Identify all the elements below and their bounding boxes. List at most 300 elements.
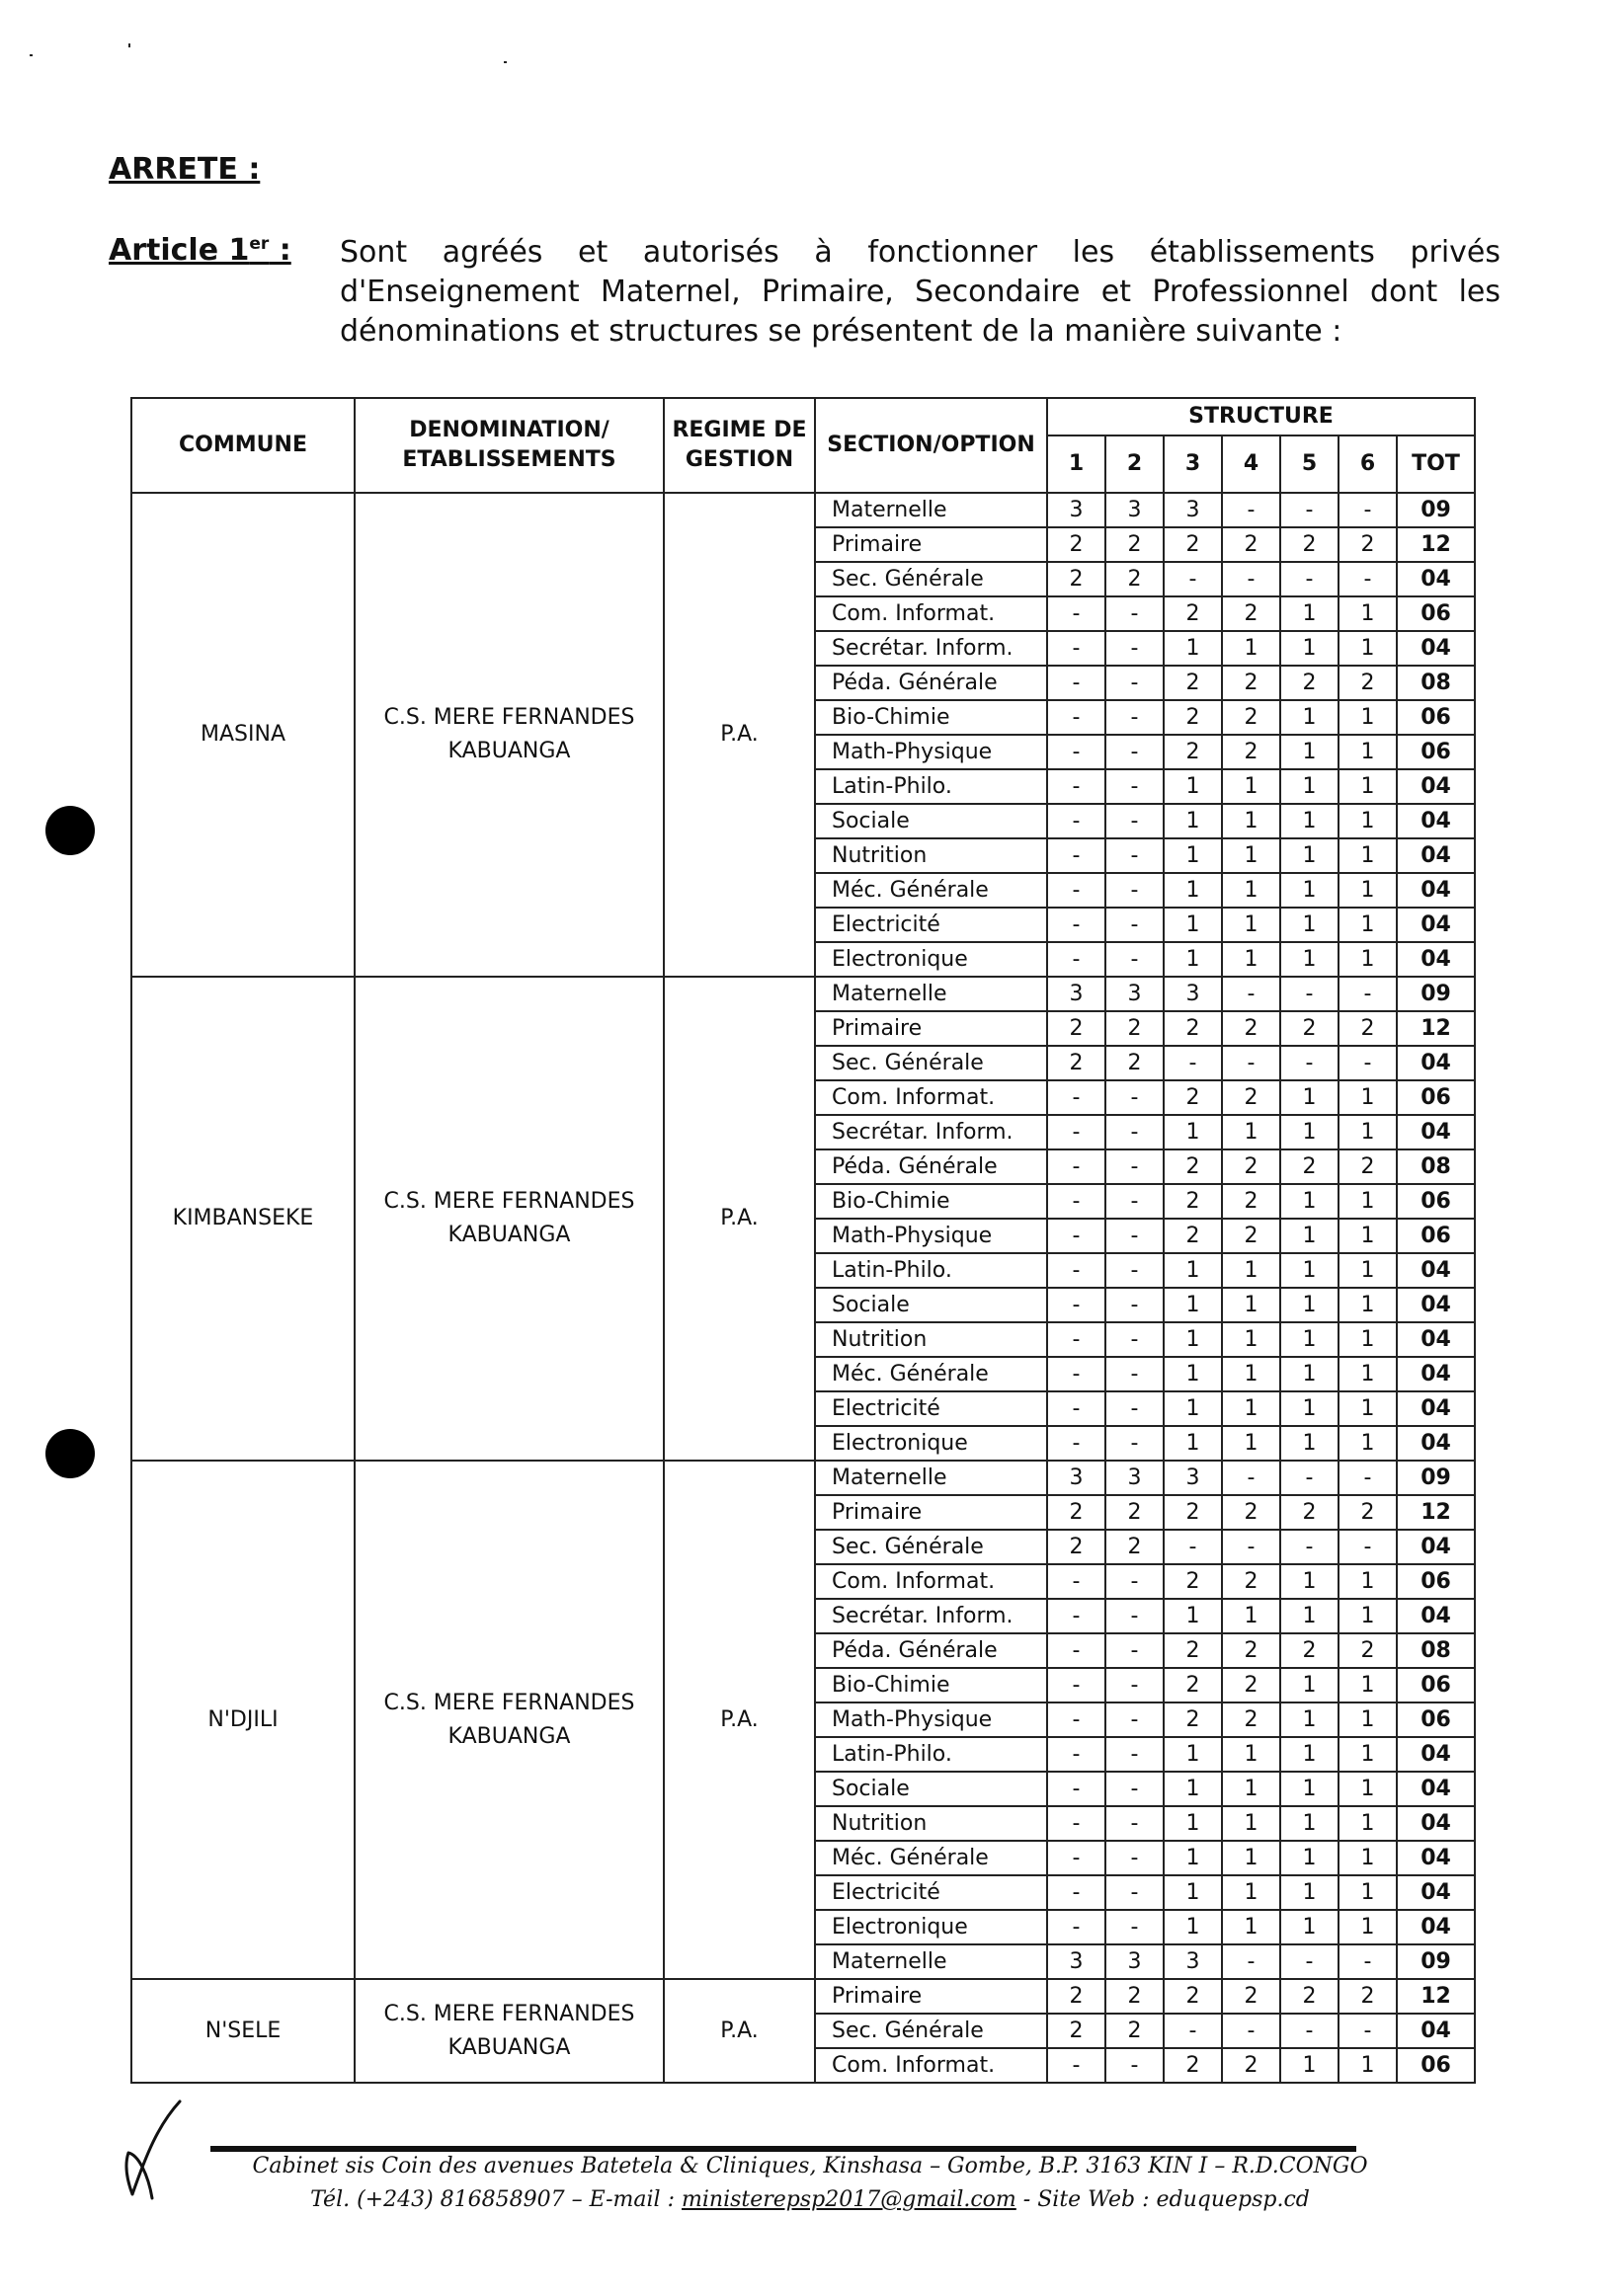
value-cell: 1 <box>1164 1772 1222 1806</box>
header-commune: COMMUNE <box>131 398 355 493</box>
value-cell: 2 <box>1222 527 1280 562</box>
option-cell: Maternelle <box>815 1944 1047 1979</box>
value-cell: 2 <box>1164 1219 1222 1253</box>
value-cell: 1 <box>1339 1426 1397 1461</box>
value-cell: - <box>1047 1219 1105 1253</box>
value-cell: 2 <box>1222 596 1280 631</box>
value-cell: 3 <box>1047 493 1105 527</box>
value-cell: 1 <box>1339 1702 1397 1737</box>
value-cell: 1 <box>1164 1910 1222 1944</box>
option-cell: Secrétar. Inform. <box>815 1599 1047 1633</box>
value-cell: 1 <box>1339 1772 1397 1806</box>
value-cell: 2 <box>1222 666 1280 700</box>
value-cell: - <box>1047 1875 1105 1910</box>
value-cell: 1 <box>1280 1806 1339 1841</box>
value-cell: 1 <box>1222 631 1280 666</box>
option-cell: Méc. Générale <box>815 1357 1047 1391</box>
value-cell: - <box>1047 666 1105 700</box>
total-cell: 12 <box>1397 1011 1475 1046</box>
value-cell: 1 <box>1339 700 1397 735</box>
total-cell: 06 <box>1397 1702 1475 1737</box>
value-cell: 1 <box>1164 1391 1222 1426</box>
value-cell: 1 <box>1222 1288 1280 1322</box>
value-cell: 1 <box>1280 804 1339 838</box>
total-cell: 04 <box>1397 1115 1475 1149</box>
total-cell: 09 <box>1397 493 1475 527</box>
total-cell: 12 <box>1397 1979 1475 2014</box>
value-cell: 2 <box>1105 1530 1164 1564</box>
value-cell: - <box>1164 2014 1222 2048</box>
total-cell: 04 <box>1397 1530 1475 1564</box>
total-cell: 04 <box>1397 942 1475 977</box>
value-cell: 2 <box>1280 1495 1339 1530</box>
value-cell: 2 <box>1164 1633 1222 1668</box>
value-cell: - <box>1047 1184 1105 1219</box>
value-cell: 2 <box>1105 1979 1164 2014</box>
value-cell: 1 <box>1222 1391 1280 1426</box>
value-cell: 2 <box>1047 562 1105 596</box>
value-cell: 2 <box>1222 1564 1280 1599</box>
value-cell: - <box>1105 1772 1164 1806</box>
value-cell: 2 <box>1222 1184 1280 1219</box>
footer-phone: Tél. (+243) 816858907 – E-mail : <box>310 2187 682 2212</box>
value-cell: 1 <box>1280 1219 1339 1253</box>
value-cell: 1 <box>1339 804 1397 838</box>
total-cell: 04 <box>1397 1357 1475 1391</box>
value-cell: - <box>1105 1633 1164 1668</box>
total-cell: 06 <box>1397 1184 1475 1219</box>
denomination-cell: C.S. MERE FERNANDES KABUANGA <box>355 1461 664 1979</box>
value-cell: 1 <box>1222 1737 1280 1772</box>
footer-rule <box>210 2146 1356 2152</box>
value-cell: - <box>1047 1737 1105 1772</box>
value-cell: 1 <box>1164 1841 1222 1875</box>
value-cell: - <box>1047 769 1105 804</box>
value-cell: 2 <box>1222 1080 1280 1115</box>
total-cell: 09 <box>1397 1461 1475 1495</box>
value-cell: - <box>1105 735 1164 769</box>
value-cell: 3 <box>1047 1944 1105 1979</box>
option-cell: Sec. Générale <box>815 1046 1047 1080</box>
option-cell: Electricité <box>815 908 1047 942</box>
value-cell: 2 <box>1164 1495 1222 1530</box>
value-cell: 1 <box>1339 1219 1397 1253</box>
option-cell: Péda. Générale <box>815 1149 1047 1184</box>
value-cell: - <box>1105 1841 1164 1875</box>
value-cell: 2 <box>1280 1149 1339 1184</box>
footer-contact <box>178 2187 1442 2212</box>
header-col: TOT <box>1397 435 1475 493</box>
denomination-cell: C.S. MERE FERNANDES KABUANGA <box>355 493 664 977</box>
footer-website: - Site Web : eduquepsp.cd <box>1015 2187 1310 2212</box>
option-cell: Com. Informat. <box>815 1080 1047 1115</box>
value-cell: - <box>1280 562 1339 596</box>
value-cell: - <box>1047 838 1105 873</box>
value-cell: - <box>1164 562 1222 596</box>
article-label-sup: er <box>249 234 270 254</box>
total-cell: 04 <box>1397 769 1475 804</box>
value-cell: 1 <box>1339 1253 1397 1288</box>
value-cell: 1 <box>1339 1288 1397 1322</box>
option-cell: Math-Physique <box>815 1702 1047 1737</box>
value-cell: 1 <box>1339 596 1397 631</box>
value-cell: - <box>1105 1668 1164 1702</box>
header-col: 1 <box>1047 435 1105 493</box>
header-structure: STRUCTURE <box>1047 398 1475 435</box>
value-cell: 1 <box>1164 804 1222 838</box>
option-cell: Sec. Générale <box>815 2014 1047 2048</box>
value-cell: - <box>1047 1841 1105 1875</box>
value-cell: 2 <box>1222 1495 1280 1530</box>
option-cell: Math-Physique <box>815 1219 1047 1253</box>
value-cell: - <box>1105 1253 1164 1288</box>
value-cell: 1 <box>1339 2048 1397 2083</box>
option-cell: Nutrition <box>815 838 1047 873</box>
value-cell: 3 <box>1164 493 1222 527</box>
value-cell: 1 <box>1222 1875 1280 1910</box>
value-cell: 1 <box>1222 1357 1280 1391</box>
total-cell: 06 <box>1397 1668 1475 1702</box>
value-cell: 2 <box>1164 1702 1222 1737</box>
value-cell: - <box>1105 1806 1164 1841</box>
value-cell: 2 <box>1280 1979 1339 2014</box>
option-cell: Primaire <box>815 1495 1047 1530</box>
value-cell: 1 <box>1164 631 1222 666</box>
value-cell: - <box>1047 735 1105 769</box>
punch-hole <box>45 806 95 855</box>
value-cell: - <box>1047 700 1105 735</box>
value-cell: 2 <box>1222 1149 1280 1184</box>
option-cell: Bio-Chimie <box>815 700 1047 735</box>
value-cell: - <box>1164 1046 1222 1080</box>
total-cell: 12 <box>1397 1495 1475 1530</box>
value-cell: 1 <box>1339 908 1397 942</box>
value-cell: 1 <box>1280 838 1339 873</box>
header-col: 2 <box>1105 435 1164 493</box>
value-cell: 1 <box>1164 769 1222 804</box>
total-cell: 09 <box>1397 1944 1475 1979</box>
value-cell: 2 <box>1164 1184 1222 1219</box>
structure-table <box>130 397 1476 2084</box>
total-cell: 04 <box>1397 1806 1475 1841</box>
denomination-cell: C.S. MERE FERNANDES KABUANGA <box>355 977 664 1461</box>
value-cell: - <box>1280 493 1339 527</box>
option-cell: Secrétar. Inform. <box>815 631 1047 666</box>
value-cell: 2 <box>1222 1702 1280 1737</box>
value-cell: 1 <box>1164 873 1222 908</box>
value-cell: 1 <box>1339 1806 1397 1841</box>
value-cell: - <box>1047 804 1105 838</box>
value-cell: - <box>1047 1633 1105 1668</box>
value-cell: - <box>1105 1219 1164 1253</box>
value-cell: 1 <box>1280 1702 1339 1737</box>
total-cell: 04 <box>1397 1046 1475 1080</box>
value-cell: 1 <box>1164 942 1222 977</box>
value-cell: 2 <box>1164 735 1222 769</box>
value-cell: 3 <box>1105 1944 1164 1979</box>
value-cell: 1 <box>1280 873 1339 908</box>
value-cell: 1 <box>1339 1184 1397 1219</box>
value-cell: - <box>1105 804 1164 838</box>
value-cell: 1 <box>1222 769 1280 804</box>
value-cell: - <box>1105 596 1164 631</box>
value-cell: 2 <box>1280 666 1339 700</box>
total-cell: 04 <box>1397 804 1475 838</box>
value-cell: 1 <box>1280 1253 1339 1288</box>
value-cell: 1 <box>1280 1080 1339 1115</box>
value-cell: - <box>1047 1806 1105 1841</box>
value-cell: 2 <box>1164 2048 1222 2083</box>
value-cell: 1 <box>1339 1391 1397 1426</box>
value-cell: - <box>1222 1461 1280 1495</box>
value-cell: 2 <box>1280 1633 1339 1668</box>
table-row <box>131 493 1475 527</box>
value-cell: - <box>1047 873 1105 908</box>
value-cell: - <box>1047 1702 1105 1737</box>
value-cell: - <box>1280 1530 1339 1564</box>
option-cell: Sociale <box>815 804 1047 838</box>
value-cell: - <box>1339 977 1397 1011</box>
value-cell: 1 <box>1339 1910 1397 1944</box>
option-cell: Math-Physique <box>815 735 1047 769</box>
value-cell: 2 <box>1339 527 1397 562</box>
value-cell: - <box>1105 1357 1164 1391</box>
option-cell: Péda. Générale <box>815 666 1047 700</box>
scan-speck <box>128 43 130 47</box>
option-cell: Com. Informat. <box>815 596 1047 631</box>
value-cell: 1 <box>1339 1357 1397 1391</box>
option-cell: Electronique <box>815 942 1047 977</box>
value-cell: 2 <box>1164 1668 1222 1702</box>
value-cell: 1 <box>1222 908 1280 942</box>
regime-cell: P.A. <box>664 977 815 1461</box>
value-cell: 2 <box>1222 1011 1280 1046</box>
value-cell: - <box>1105 769 1164 804</box>
option-cell: Maternelle <box>815 977 1047 1011</box>
total-cell: 04 <box>1397 562 1475 596</box>
value-cell: 1 <box>1280 631 1339 666</box>
value-cell: - <box>1105 1875 1164 1910</box>
value-cell: 2 <box>1164 527 1222 562</box>
value-cell: 2 <box>1164 1080 1222 1115</box>
value-cell: 1 <box>1164 1875 1222 1910</box>
value-cell: - <box>1105 1391 1164 1426</box>
value-cell: - <box>1105 1426 1164 1461</box>
value-cell: 1 <box>1280 1115 1339 1149</box>
value-cell: - <box>1339 562 1397 596</box>
value-cell: 1 <box>1164 1288 1222 1322</box>
value-cell: - <box>1339 2014 1397 2048</box>
value-cell: - <box>1047 1115 1105 1149</box>
value-cell: - <box>1222 977 1280 1011</box>
value-cell: - <box>1047 1322 1105 1357</box>
commune-cell: N'DJILI <box>131 1461 355 1979</box>
total-cell: 09 <box>1397 977 1475 1011</box>
value-cell: 1 <box>1339 942 1397 977</box>
value-cell: - <box>1222 1944 1280 1979</box>
value-cell: 1 <box>1164 1322 1222 1357</box>
value-cell: 2 <box>1164 1979 1222 2014</box>
value-cell: 1 <box>1280 769 1339 804</box>
value-cell: - <box>1105 1599 1164 1633</box>
value-cell: 2 <box>1164 1011 1222 1046</box>
option-cell: Nutrition <box>815 1322 1047 1357</box>
option-cell: Primaire <box>815 1011 1047 1046</box>
option-cell: Maternelle <box>815 493 1047 527</box>
total-cell: 04 <box>1397 2014 1475 2048</box>
total-cell: 04 <box>1397 1772 1475 1806</box>
value-cell: 1 <box>1222 1910 1280 1944</box>
value-cell: 2 <box>1047 1495 1105 1530</box>
value-cell: 1 <box>1280 1184 1339 1219</box>
value-cell: 1 <box>1339 1599 1397 1633</box>
value-cell: 2 <box>1339 1495 1397 1530</box>
value-cell: - <box>1222 1530 1280 1564</box>
total-cell: 06 <box>1397 1080 1475 1115</box>
option-cell: Electricité <box>815 1391 1047 1426</box>
total-cell: 04 <box>1397 908 1475 942</box>
value-cell: - <box>1047 942 1105 977</box>
total-cell: 04 <box>1397 873 1475 908</box>
scan-speck <box>504 61 507 63</box>
value-cell: - <box>1280 1461 1339 1495</box>
option-cell: Sociale <box>815 1288 1047 1322</box>
value-cell: 2 <box>1222 735 1280 769</box>
value-cell: 1 <box>1222 1772 1280 1806</box>
option-cell: Latin-Philo. <box>815 769 1047 804</box>
value-cell: 1 <box>1339 1875 1397 1910</box>
article-text: Sont agréés et autorisés à fonctionner les établissements privés d'Enseignement Maternel, Primaire, Secondaire et Professionnel dont les dénominations et structures se présentent de la manière suivante : <box>340 235 1501 349</box>
denomination-cell: C.S. MERE FERNANDES KABUANGA <box>355 1979 664 2083</box>
value-cell: - <box>1105 1080 1164 1115</box>
value-cell: 1 <box>1280 1668 1339 1702</box>
total-cell: 04 <box>1397 1288 1475 1322</box>
header-col: 4 <box>1222 435 1280 493</box>
article-label-text: Article 1 <box>109 233 250 268</box>
value-cell: 3 <box>1105 977 1164 1011</box>
value-cell: 1 <box>1280 942 1339 977</box>
value-cell: 2 <box>1222 700 1280 735</box>
value-cell: - <box>1047 1391 1105 1426</box>
total-cell: 04 <box>1397 1599 1475 1633</box>
value-cell: 1 <box>1339 1564 1397 1599</box>
option-cell: Electronique <box>815 1426 1047 1461</box>
value-cell: 1 <box>1339 1737 1397 1772</box>
total-cell: 08 <box>1397 1149 1475 1184</box>
option-cell: Electronique <box>815 1910 1047 1944</box>
total-cell: 06 <box>1397 1219 1475 1253</box>
value-cell: - <box>1339 1530 1397 1564</box>
table-body <box>131 493 1475 2083</box>
value-cell: 2 <box>1222 1633 1280 1668</box>
value-cell: 1 <box>1164 1253 1222 1288</box>
footer-email-link[interactable]: ministerepsp2017@gmail.com <box>682 2187 1016 2212</box>
scan-speck <box>30 54 33 56</box>
value-cell: 2 <box>1047 2014 1105 2048</box>
table-row <box>131 1979 1475 2014</box>
value-cell: 2 <box>1047 1530 1105 1564</box>
value-cell: - <box>1105 1564 1164 1599</box>
value-cell: - <box>1105 942 1164 977</box>
value-cell: 2 <box>1047 527 1105 562</box>
value-cell: 1 <box>1280 1841 1339 1875</box>
value-cell: 2 <box>1222 1979 1280 2014</box>
value-cell: 1 <box>1164 1806 1222 1841</box>
option-cell: Bio-Chimie <box>815 1184 1047 1219</box>
value-cell: 1 <box>1222 1841 1280 1875</box>
value-cell: 1 <box>1339 1115 1397 1149</box>
value-cell: 2 <box>1047 1046 1105 1080</box>
value-cell: 1 <box>1164 1115 1222 1149</box>
value-cell: - <box>1222 1046 1280 1080</box>
option-cell: Méc. Générale <box>815 1841 1047 1875</box>
value-cell: 1 <box>1339 769 1397 804</box>
value-cell: 1 <box>1280 1875 1339 1910</box>
header-col: 3 <box>1164 435 1222 493</box>
option-cell: Maternelle <box>815 1461 1047 1495</box>
value-cell: - <box>1280 2014 1339 2048</box>
total-cell: 08 <box>1397 1633 1475 1668</box>
value-cell: 1 <box>1222 1253 1280 1288</box>
article-label <box>109 233 291 268</box>
value-cell: 1 <box>1222 873 1280 908</box>
commune-cell: MASINA <box>131 493 355 977</box>
value-cell: - <box>1164 1530 1222 1564</box>
value-cell: - <box>1105 1910 1164 1944</box>
total-cell: 12 <box>1397 527 1475 562</box>
value-cell: 2 <box>1164 1564 1222 1599</box>
value-cell: - <box>1222 493 1280 527</box>
total-cell: 06 <box>1397 2048 1475 2083</box>
value-cell: - <box>1047 1772 1105 1806</box>
value-cell: 1 <box>1164 1737 1222 1772</box>
option-cell: Bio-Chimie <box>815 1668 1047 1702</box>
value-cell: 2 <box>1164 1149 1222 1184</box>
value-cell: 1 <box>1280 1391 1339 1426</box>
value-cell: 2 <box>1105 1011 1164 1046</box>
header-regime: REGIME DE GESTION <box>664 398 815 493</box>
value-cell: 1 <box>1280 596 1339 631</box>
value-cell: - <box>1280 1046 1339 1080</box>
option-cell: Sec. Générale <box>815 1530 1047 1564</box>
regime-cell: P.A. <box>664 1461 815 1979</box>
total-cell: 04 <box>1397 631 1475 666</box>
total-cell: 04 <box>1397 1841 1475 1875</box>
value-cell: 2 <box>1222 1219 1280 1253</box>
table-row <box>131 1461 1475 1495</box>
value-cell: - <box>1105 1288 1164 1322</box>
header-denomination: DENOMINATION/ ETABLISSEMENTS <box>355 398 664 493</box>
value-cell: - <box>1280 1944 1339 1979</box>
value-cell: 2 <box>1047 1979 1105 2014</box>
option-cell: Primaire <box>815 527 1047 562</box>
value-cell: 1 <box>1222 804 1280 838</box>
value-cell: 1 <box>1280 735 1339 769</box>
footer-address: Cabinet sis Coin des avenues Batetela & Cliniques, Kinshasa – Gombe, B.P. 3163 KIN I – R.D.CONGO <box>252 2154 1368 2178</box>
table-row <box>131 977 1475 1011</box>
value-cell: 1 <box>1280 1288 1339 1322</box>
value-cell: - <box>1047 631 1105 666</box>
header-col: 5 <box>1280 435 1339 493</box>
value-cell: - <box>1222 2014 1280 2048</box>
value-cell: 1 <box>1280 1737 1339 1772</box>
value-cell: 1 <box>1339 873 1397 908</box>
total-cell: 06 <box>1397 735 1475 769</box>
value-cell: 1 <box>1222 1806 1280 1841</box>
value-cell: 2 <box>1105 1495 1164 1530</box>
value-cell: 2 <box>1280 527 1339 562</box>
value-cell: - <box>1105 1115 1164 1149</box>
